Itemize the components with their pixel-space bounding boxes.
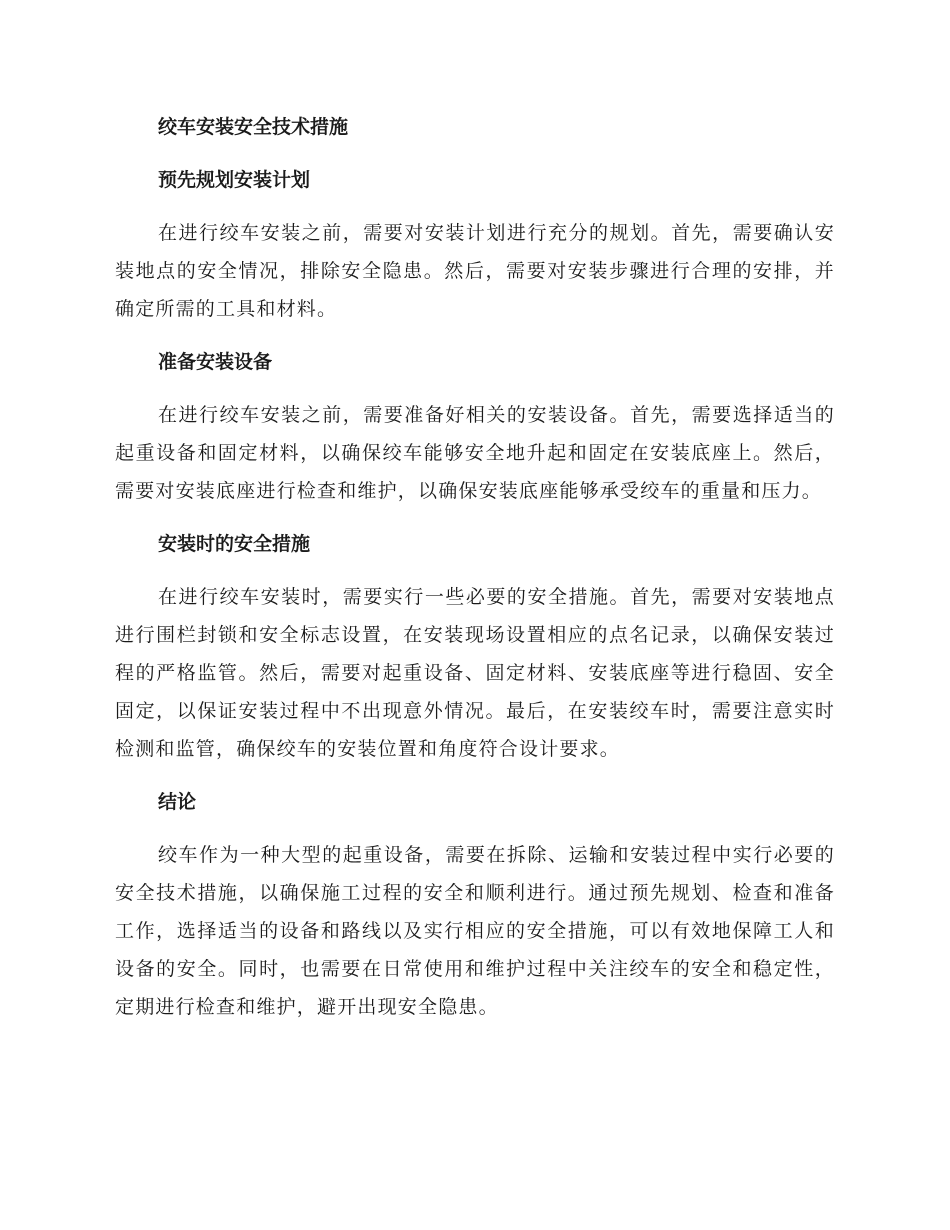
section-heading-plan: 预先规划安装计划: [158, 169, 311, 191]
section-heading-equipment: 准备安装设备: [158, 351, 273, 373]
section-heading-conclusion: 结论: [158, 791, 197, 813]
section-paragraph-equipment: 在进行绞车安装之前，需要准备好相关的安装设备。首先，需要选择适当的起重设备和固定材料，以确保绞车能够安全地升起和固定在安装底座上。然后，需要对安装底座进行检查和维护，以确保安装底座能够承受绞车的重量和压力。: [115, 404, 835, 502]
section-paragraph-safety: 在进行绞车安装时，需要实行一些必要的安全措施。首先，需要对安装地点进行围栏封锁和安全标志设置，在安装现场设置相应的点名记录，以确保安装过程的严格监管。然后，需要对起重设备、固定材料、安装底座等进行稳固、安全固定，以保证安装过程中不出现意外情况。最后，在安装绞车时，需要注意实时检测和监管，确保绞车的安装位置和角度符合设计要求。: [115, 586, 835, 760]
document-title: 绞车安装安全技术措施: [158, 116, 349, 138]
section-paragraph-conclusion: 绞车作为一种大型的起重设备，需要在拆除、运输和安装过程中实行必要的安全技术措施，以确保施工过程的安全和顺利进行。通过预先规划、检查和准备工作，选择适当的设备和路线以及实行相应的安全措施，可以有效地保障工人和设备的安全。同时，也需要在日常使用和维护过程中关注绞车的安全和稳定性，定期进行检查和维护，避开出现安全隐患。: [115, 844, 835, 1018]
section-heading-safety: 安装时的安全措施: [158, 533, 311, 555]
document-body: [115, 108, 835, 1041]
section-paragraph-plan: 在进行绞车安装之前，需要对安装计划进行充分的规划。首先，需要确认安装地点的安全情况，排除安全隐患。然后，需要对安装步骤进行合理的安排，并确定所需的工具和材料。: [115, 222, 835, 320]
